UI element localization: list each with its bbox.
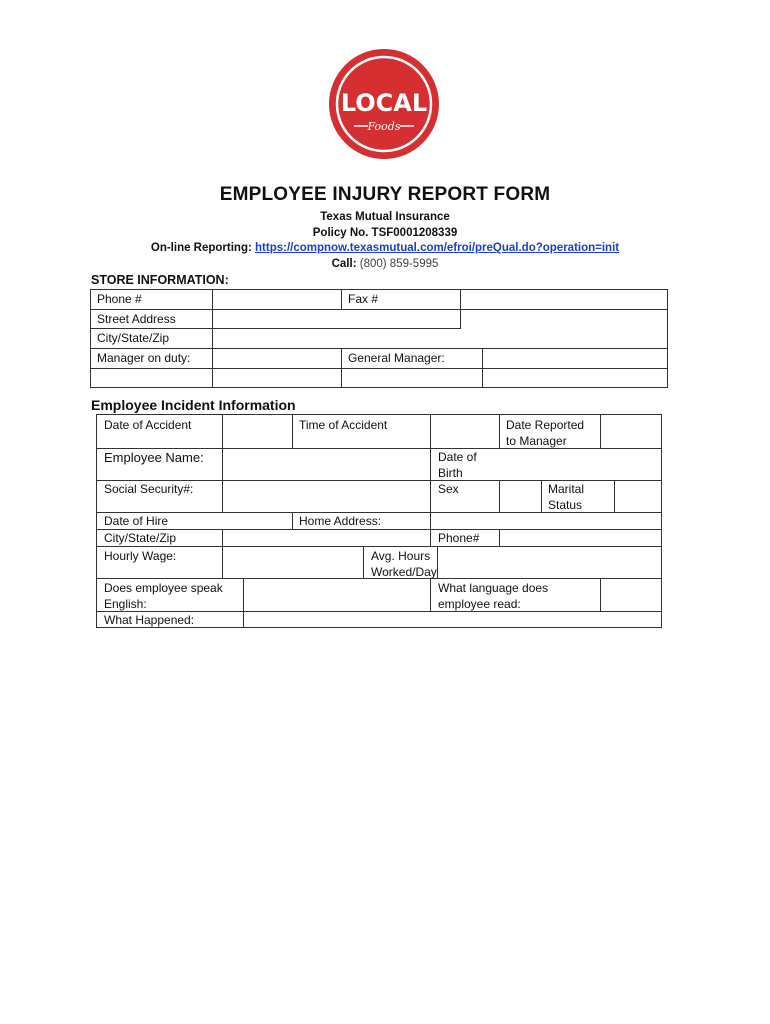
sex-label: Sex: [438, 482, 459, 496]
page-title: EMPLOYEE INJURY REPORT FORM: [219, 184, 551, 205]
general-manager-label: General Manager:: [348, 351, 445, 365]
date-of-birth-label-2: Birth: [438, 466, 463, 480]
hourly-wage-label: Hourly Wage:: [104, 549, 177, 563]
social-security-label: Social Security#:: [104, 482, 194, 496]
online-reporting: [0, 242, 770, 254]
employee-name-label: Employee Name:: [104, 450, 204, 465]
employee-incident-heading: Employee Incident Information: [91, 397, 296, 413]
what-happened-label: What Happened:: [104, 613, 195, 627]
date-of-hire-label: Date of Hire: [104, 514, 169, 528]
manager-on-duty-label: Manager on duty:: [97, 351, 191, 365]
date-reported-label-2: to Manager: [506, 434, 567, 448]
speak-english-label-1: Does employee speak: [104, 581, 223, 595]
online-reporting-link[interactable]: https://compnow.texasmutual.com/efroi/preQual.do?operation=init: [255, 242, 620, 254]
date-of-accident-label: Date of Accident: [104, 418, 192, 432]
avg-hours-label-2: Worked/Day: [371, 565, 437, 579]
call-number: (800) 859-5995: [359, 258, 439, 270]
logo-sub-text: Foods: [367, 120, 401, 133]
employee-phone-label: Phone#: [438, 531, 480, 545]
store-phone-label: Phone #: [97, 292, 142, 306]
language-read-label-2: employee read:: [438, 597, 521, 611]
store-fax-label: Fax #: [348, 292, 379, 306]
call-line: [0, 258, 770, 270]
home-address-label: Home Address:: [299, 514, 382, 528]
time-of-accident-label: Time of Accident: [299, 418, 388, 432]
store-city-label: City/State/Zip: [97, 331, 170, 345]
speak-english-label-2: English:: [104, 597, 147, 611]
online-reporting-label: On-line Reporting:: [150, 242, 252, 254]
policy-number: Policy No. TSF0001208339: [312, 227, 458, 239]
marital-status-label-1: Marital: [548, 482, 585, 496]
call-label: Call:: [331, 258, 357, 270]
marital-status-label-2: Status: [548, 498, 583, 512]
store-street-label: Street Address: [97, 312, 176, 326]
local-foods-logo: [328, 45, 440, 163]
date-reported-label-1: Date Reported: [506, 418, 585, 432]
avg-hours-label-1: Avg. Hours: [371, 549, 431, 563]
store-information-heading: STORE INFORMATION:: [91, 273, 229, 287]
date-of-birth-label-1: Date of: [438, 450, 477, 464]
employee-city-label: City/State/Zip: [104, 531, 177, 545]
logo-main-text: LOCAL: [340, 89, 428, 117]
language-read-label-1: What language does: [438, 581, 549, 595]
insurer-name: Texas Mutual Insurance: [320, 211, 450, 223]
